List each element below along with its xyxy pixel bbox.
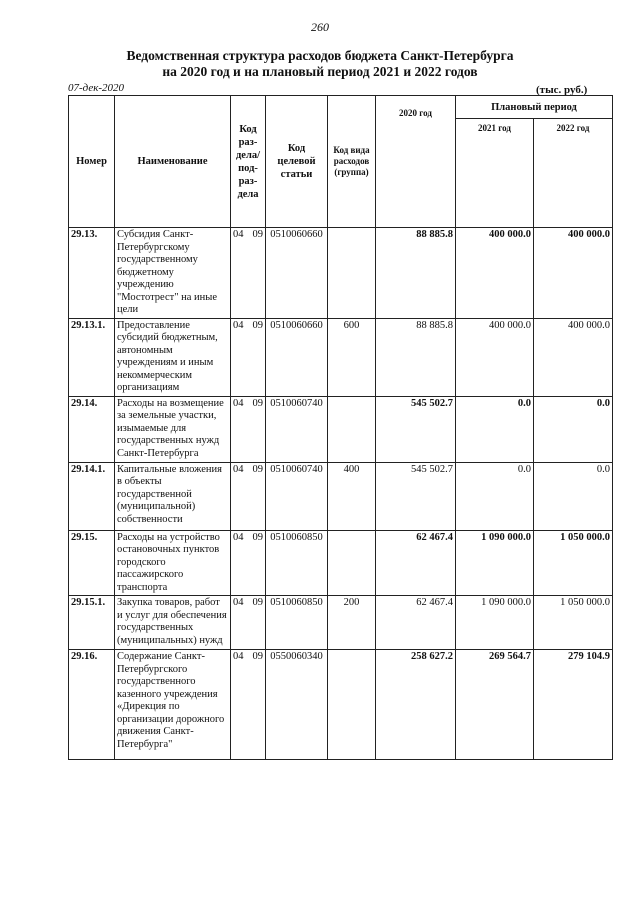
- num: 29.13.1.: [69, 318, 115, 396]
- num: 29.13.: [69, 228, 115, 319]
- header-2021: 2021 год: [456, 119, 534, 228]
- amount-2020: 258 627.2: [376, 650, 456, 760]
- budget-table: [68, 95, 613, 760]
- section-code-cell: [231, 228, 266, 319]
- section-code: 04: [233, 229, 244, 240]
- section-code: 04: [233, 597, 244, 608]
- amount-2020: 62 467.4: [376, 530, 456, 596]
- table-row: [69, 530, 613, 596]
- amount-2020: 62 467.4: [376, 596, 456, 650]
- group-code: 400: [328, 462, 376, 530]
- target-code: 0510060740: [266, 396, 328, 462]
- amount-2021: 0.0: [456, 396, 534, 462]
- amount-2022: 279 104.9: [534, 650, 613, 760]
- num: 29.15.1.: [69, 596, 115, 650]
- table-row: [69, 318, 613, 396]
- target-code: 0510060660: [266, 318, 328, 396]
- subsection-code: 09: [252, 531, 263, 543]
- num: 29.14.: [69, 396, 115, 462]
- header-2022: 2022 год: [534, 119, 613, 228]
- title-line-1: Ведомственная структура расходов бюджета Санкт-Петербурга: [126, 48, 514, 63]
- table-row: [69, 396, 613, 462]
- target-code: 0510060850: [266, 530, 328, 596]
- subsection-code: 09: [252, 651, 263, 662]
- amount-2021: 400 000.0: [456, 228, 534, 319]
- section-code-cell: [231, 530, 266, 596]
- amount-2021: 269 564.7: [456, 650, 534, 760]
- amount-2021: 400 000.0: [456, 318, 534, 396]
- amount-2020: 545 502.7: [376, 462, 456, 530]
- subsection-code: 09: [252, 597, 263, 608]
- group-code: [328, 396, 376, 462]
- header-group: Код вида расходов (группа): [328, 96, 376, 228]
- name: Капитальные вложения в объекты государственной (муниципальной) собственности: [115, 462, 231, 530]
- target-code: 0510060850: [266, 596, 328, 650]
- section-code-cell: [231, 650, 266, 760]
- group-code: 600: [328, 318, 376, 396]
- subsection-code: 09: [252, 397, 263, 409]
- group-code: [328, 228, 376, 319]
- section-code: 04: [233, 319, 244, 331]
- header-target: Код целевой статьи: [266, 96, 328, 228]
- group-code: [328, 530, 376, 596]
- subsection-code: 09: [252, 229, 263, 240]
- amount-2021: 0.0: [456, 462, 534, 530]
- name: Субсидия Санкт-Петербургскому государственному бюджетному учреждению "Мостотрест" на иные цели: [115, 228, 231, 319]
- amount-2020: 88 885.8: [376, 228, 456, 319]
- section-code: 04: [233, 531, 244, 543]
- num: 29.15.: [69, 530, 115, 596]
- table-row: [69, 228, 613, 319]
- group-code: [328, 650, 376, 760]
- table-row: [69, 650, 613, 760]
- amount-2022: 0.0: [534, 462, 613, 530]
- amount-2020: 88 885.8: [376, 318, 456, 396]
- amount-2022: 400 000.0: [534, 228, 613, 319]
- section-code: 04: [233, 651, 244, 662]
- page-number: 260: [311, 20, 329, 34]
- num: 29.16.: [69, 650, 115, 760]
- amount-2021: 1 090 000.0: [456, 596, 534, 650]
- title-line-2: на 2020 год и на плановый период 2021 и 2022 годов: [162, 64, 478, 79]
- subsection-code: 09: [252, 463, 263, 475]
- table-row: [69, 596, 613, 650]
- amount-2022: 1 050 000.0: [534, 596, 613, 650]
- amount-2022: 1 050 000.0: [534, 530, 613, 596]
- header-planned-period: Плановый период: [456, 96, 613, 119]
- target-code: 0510060660: [266, 228, 328, 319]
- units-label: (тыс. руб.): [536, 84, 588, 96]
- section-code-cell: [231, 318, 266, 396]
- target-code: 0510060740: [266, 462, 328, 530]
- section-code: 04: [233, 397, 244, 409]
- document-title: [0, 48, 640, 80]
- header-number: Номер: [69, 96, 115, 228]
- group-code: 200: [328, 596, 376, 650]
- document-date: 07-дек-2020: [68, 82, 125, 94]
- table-body: [69, 228, 613, 760]
- header-2020: 2020 год: [376, 96, 456, 228]
- amount-2022: 0.0: [534, 396, 613, 462]
- table-row: [69, 462, 613, 530]
- target-code: 0550060340: [266, 650, 328, 760]
- amount-2021: 1 090 000.0: [456, 530, 534, 596]
- header-section: Код раз-дела/ под-раз-дела: [231, 96, 266, 228]
- amount-2020: 545 502.7: [376, 396, 456, 462]
- name: Закупка товаров, работ и услуг для обеспечения государственных (муниципальных) нужд: [115, 596, 231, 650]
- section-code: 04: [233, 463, 244, 475]
- table-header-row: [69, 96, 613, 119]
- num: 29.14.1.: [69, 462, 115, 530]
- name: Содержание Санкт-Петербургского государственного казенного учреждения «Дирекция по организации дорожного движения Санкт-Петербурга": [115, 650, 231, 760]
- header-name: Наименование: [115, 96, 231, 228]
- section-code-cell: [231, 462, 266, 530]
- subsection-code: 09: [252, 319, 263, 331]
- section-code-cell: [231, 396, 266, 462]
- name: Предоставление субсидий бюджетным, автономным учреждениям и иным некоммерческим организациям: [115, 318, 231, 396]
- name: Расходы на устройство остановочных пунктов городского пассажирского транспорта: [115, 530, 231, 596]
- amount-2022: 400 000.0: [534, 318, 613, 396]
- section-code-cell: [231, 596, 266, 650]
- name: Расходы на возмещение за земельные участки, изымаемые для государственных нужд Санкт-Петербурга: [115, 396, 231, 462]
